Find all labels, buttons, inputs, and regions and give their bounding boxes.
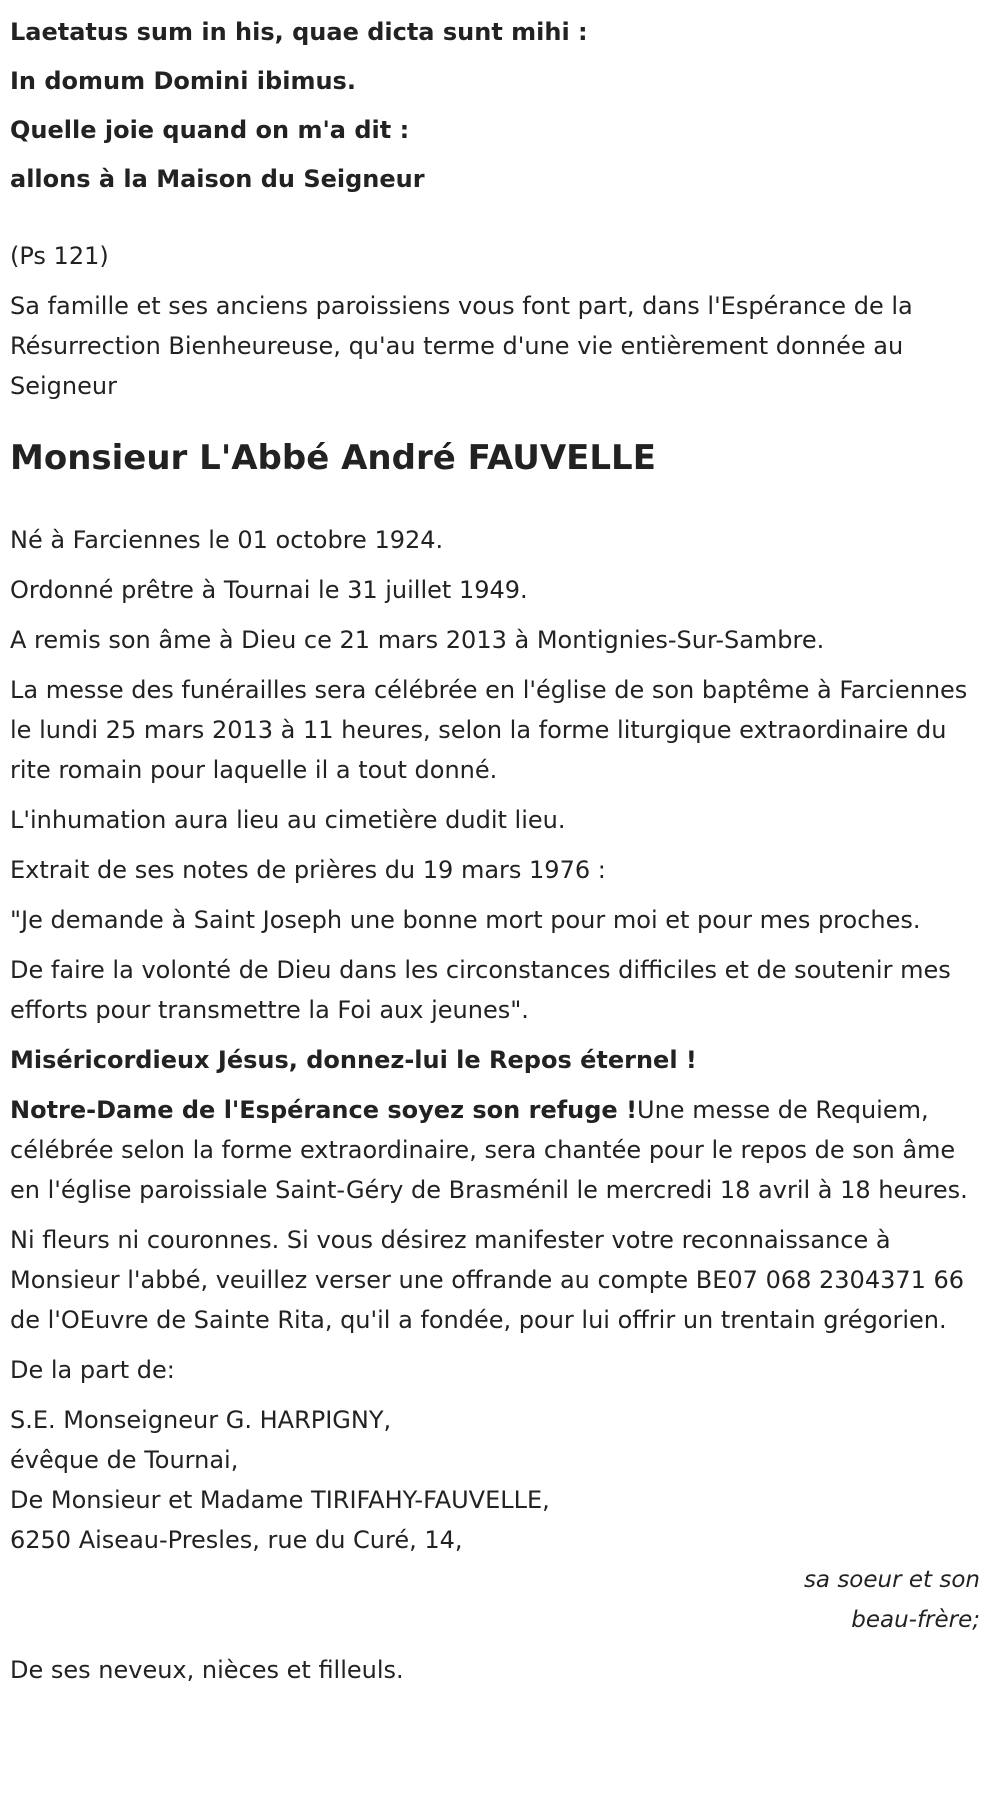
burial-info: L'inhumation aura lieu au cimetière dudit lieu. (10, 806, 566, 834)
refuge-prayer: Notre-Dame de l'Espérance soyez son refuge ! (10, 1096, 638, 1124)
mercy-prayer: Miséricordieux Jésus, donnez-lui le Repos éternel ! (10, 1046, 697, 1074)
ordination-info: Ordonné prêtre à Tournai le 31 juillet 1949. (10, 576, 528, 604)
birth-info: Né à Farciennes le 01 octobre 1924. (10, 526, 444, 554)
relation-line: beau-frère; (851, 1607, 980, 1633)
funeral-info: La messe des funérailles sera célébrée en l'église de son baptême à Farciennes le lundi 25 mars 2013 à 11 heures, selon la forme liturgique extraordinaire du rite romain pour laquelle il a tout donné. (10, 676, 968, 784)
requiem-info: Une messe de Requiem, célébrée selon la forme extraordinaire, sera chantée pour le repos de son âme en l'église paroissiale Saint-Géry de Brasménil le mercredi 18 avril à 18 heures. (10, 1096, 968, 1204)
requiem-paragraph (10, 1090, 990, 1210)
donation-info: Ni fleurs ni couronnes. Si vous désirez manifester votre reconnaissance à Monsieur l'abbé, veuillez verser une offrande au compte BE07 068 2304371 66 de l'OEuvre de Sainte Rita, qu'il a fondée, pour lui offrir un trentain grégorien. (10, 1226, 965, 1334)
extract-intro: Extrait de ses notes de prières du 19 mars 1976 : (10, 856, 606, 884)
from-line: 6250 Aiseau-Presles, rue du Curé, 14, (10, 1526, 463, 1554)
family-line: De ses neveux, nièces et filleuls. (10, 1656, 404, 1684)
from-line: évêque de Tournai, (10, 1446, 239, 1474)
intro-text: Sa famille et ses anciens paroissiens vous font part, dans l'Espérance de la Résurrection Bienheureuse, qu'au terme d'une vie entièrement donnée au Seigneur (10, 292, 913, 400)
from-list (10, 1400, 990, 1560)
relation-line: sa soeur et son (803, 1567, 980, 1593)
psalm-line: Quelle joie quand on m'a dit : (10, 116, 410, 144)
prayer-quote-1: "Je demande à Saint Joseph une bonne mort pour moi et pour mes proches. (10, 906, 921, 934)
prayer-quote-2: De faire la volonté de Dieu dans les circonstances difficiles et de soutenir mes efforts pour transmettre la Foi aux jeunes". (10, 956, 951, 1024)
from-label: De la part de: (10, 1356, 175, 1384)
relation-note (10, 1560, 980, 1640)
psalm-reference: (Ps 121) (10, 242, 109, 270)
obituary-page (10, 0, 990, 1700)
from-line: S.E. Monseigneur G. HARPIGNY, (10, 1406, 392, 1434)
psalm-line: Laetatus sum in his, quae dicta sunt mihi : (10, 18, 588, 46)
psalm-quote (10, 0, 990, 204)
psalm-line: In domum Domini ibimus. (10, 67, 356, 95)
deceased-name: Monsieur L'Abbé André FAUVELLE (10, 438, 656, 478)
from-line: De Monsieur et Madame TIRIFAHY-FAUVELLE, (10, 1486, 550, 1514)
death-info: A remis son âme à Dieu ce 21 mars 2013 à Montignies-Sur-Sambre. (10, 626, 825, 654)
psalm-line: allons à la Maison du Seigneur (10, 165, 425, 193)
